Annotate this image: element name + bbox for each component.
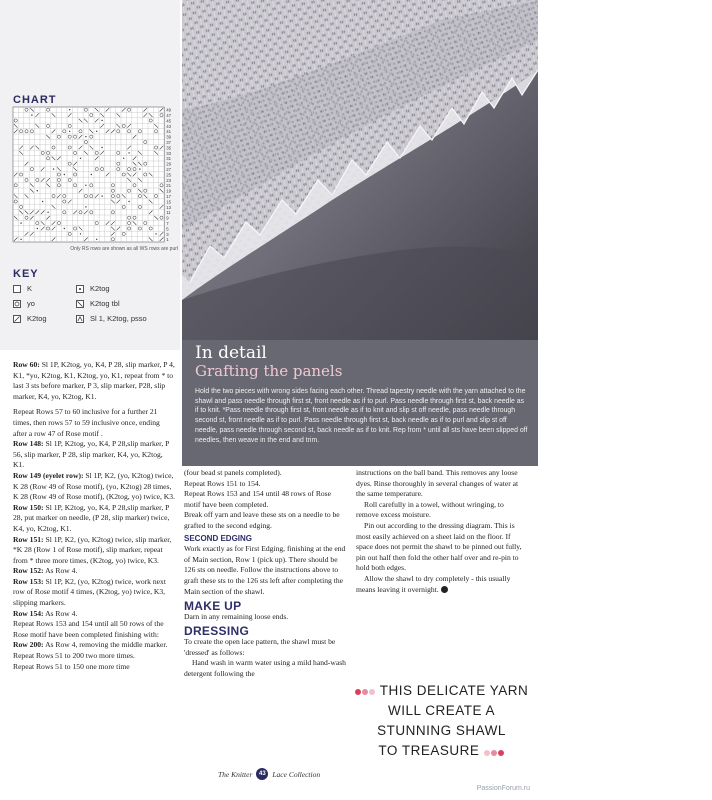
paragraph: Row 200: As Row 4, removing the middle marker. bbox=[13, 640, 168, 650]
dot-symbol bbox=[37, 190, 38, 191]
dot-symbol bbox=[155, 233, 156, 234]
shawl-image bbox=[182, 0, 538, 340]
paragraph: instructions on the ball band. This removes any loose dyes. Rinse thoroughly in several changes of water at the same temperature. bbox=[356, 468, 519, 499]
key-label: yo bbox=[27, 299, 35, 308]
dot-symbol bbox=[69, 109, 70, 110]
dot-symbol bbox=[64, 174, 65, 175]
collection-name: Lace Collection bbox=[272, 769, 321, 779]
text-column-3 bbox=[356, 468, 528, 595]
dot-symbol bbox=[64, 228, 65, 229]
decorative-dots bbox=[484, 742, 505, 762]
dot-symbol bbox=[31, 114, 32, 115]
paragraph: Break off yarn and leave these sts on a needle to be grafted to the second edging. bbox=[184, 510, 340, 530]
chart-row-number: 23 bbox=[166, 177, 171, 183]
paragraph: Row 153: Sl 1P, K2, (yo, K2tog) twice, work next row of Rose motif 4 times, (K2tog, yo) twice, K3, slipping markers. bbox=[13, 576, 166, 608]
text-column-2 bbox=[184, 468, 347, 679]
chart-row-number: 17 bbox=[166, 194, 171, 199]
chart-row-number: 5 bbox=[166, 226, 169, 232]
chart-row-number: 13 bbox=[166, 204, 171, 210]
chart-grid bbox=[13, 107, 164, 242]
paragraph: Row 150: Sl 1P, K2tog, yo, K4, P 28,slip marker, P 28, put marker on needle, (P 28, slip marker) twice, K4, yo, K2tog, K1. bbox=[13, 502, 170, 533]
in-detail-box bbox=[182, 340, 538, 466]
dot-icon bbox=[362, 689, 368, 695]
key-symbol-backslash bbox=[76, 300, 84, 308]
paragraph: Pin out according to the dressing diagram. This is most easily achieved on a sheet laid on the floor. If space does not permit the shawl to be pinned out fully, pin out half then fold the other half over and re-pin to hold both edges. bbox=[356, 520, 522, 573]
key-item-k bbox=[13, 284, 32, 293]
chart-row-number: 47 bbox=[166, 113, 171, 118]
chart-row-labels bbox=[166, 108, 171, 243]
paragraph: Allow the shawl to dry completely - this usually means leaving it overnight. bbox=[356, 573, 511, 594]
text-column-1 bbox=[13, 360, 175, 672]
chart-row-number: 29 bbox=[166, 161, 171, 167]
dot-symbol bbox=[69, 131, 70, 132]
page-number: 43 bbox=[256, 768, 268, 780]
dot-icon bbox=[369, 689, 375, 695]
dot-symbol bbox=[20, 239, 21, 240]
paragraph: Row 148: Sl 1P, K2tog, yo, K4, P 28,slip marker, P 56, slip marker, P 28, slip marker, K4, yo, K2tog, K1. bbox=[13, 439, 170, 470]
chart-row-number: 9 bbox=[166, 215, 169, 221]
key-item-k2tog-dot bbox=[76, 284, 110, 293]
dot-icon bbox=[491, 750, 497, 756]
dot-symbol bbox=[42, 201, 43, 202]
key-symbol-blank bbox=[13, 285, 21, 293]
end-mark-icon bbox=[441, 586, 448, 593]
chart-row-number: 31 bbox=[166, 156, 171, 162]
magazine-name: The Knitter bbox=[218, 769, 253, 779]
dot-symbol bbox=[101, 147, 102, 148]
dot-symbol bbox=[91, 174, 92, 175]
detail-title: In detail bbox=[195, 343, 267, 363]
paragraph: Repeat Rows 153 and 154 until all 50 rows of the Rose motif have been completed finishing with: bbox=[13, 619, 164, 639]
dot-icon bbox=[355, 689, 361, 695]
chart-row-number: 25 bbox=[166, 172, 171, 178]
detail-body: Hold the two pieces with wrong sides facing each other. Thread tapestry needle with the yarn attached to the shawl and pass needle through first st, front needle as if to purl. Pass needle through first st, back needle as if to knit. *Pass needle through first st, front needle as if to knit and slip st off needle, pass needle through second st, front needle as if to purl. Pass needle through first st, back needle as if to purl and slip st off needle, pass needle through second st, back needle as if to knit. Rep from * until all sts have been slipped off needles, then weave in the end and trim. bbox=[195, 388, 528, 444]
dot-symbol bbox=[20, 222, 21, 223]
lace-shawl-photo bbox=[182, 0, 712, 340]
key-item-k2tog-tbl bbox=[76, 299, 120, 308]
key-label: K2tog bbox=[90, 284, 110, 293]
chart-row-number: 11 bbox=[166, 210, 171, 216]
dot-icon bbox=[498, 750, 504, 756]
paragraph: (four bead st panels completed). bbox=[184, 468, 282, 477]
paragraph: Repeat Rows 57 to 60 inclusive for a further 21 times, then rows 57 to 59 inclusive once, ending after a row 47 of Rose motif . bbox=[13, 407, 160, 438]
key-label: K2tog bbox=[27, 314, 47, 323]
paragraph: Row 151: Sl 1P, K2, (yo, K2tog) twice, slip marker, *K 28 (Row 1 of Rose motif), slip marker, repeat from * three more times, (K2tog, yo) twice, K3. bbox=[13, 534, 172, 565]
chart-row-number: 27 bbox=[166, 167, 171, 172]
dot-symbol bbox=[85, 136, 86, 137]
paragraph: Roll carefully in a towel, without wringing, to remove excess moisture. bbox=[356, 499, 504, 520]
dot-symbol bbox=[96, 131, 97, 132]
decorative-dots bbox=[355, 681, 376, 701]
dot-symbol bbox=[80, 233, 81, 234]
chart-row-number: 41 bbox=[166, 129, 171, 135]
chart-row-number: 37 bbox=[166, 140, 171, 145]
chart-panel bbox=[0, 0, 180, 350]
knitting-chart bbox=[13, 107, 181, 245]
key-item-sl1-k2tog-psso bbox=[76, 314, 147, 323]
heading-make-up: MAKE UP bbox=[184, 599, 242, 614]
paragraph: Darn in any remaining loose ends. bbox=[184, 611, 289, 621]
dot-symbol bbox=[139, 168, 140, 169]
chart-row-number: 39 bbox=[166, 134, 171, 140]
key-symbol-caret bbox=[76, 315, 84, 323]
dot-symbol bbox=[85, 185, 86, 186]
chart-row-number: 1 bbox=[166, 237, 169, 243]
dot-symbol bbox=[80, 158, 81, 159]
key-symbol-dot bbox=[76, 285, 84, 293]
paragraph: Repeat Rows 153 and 154 until 48 rows of Rose motif have been completed. bbox=[184, 489, 332, 509]
dot-symbol bbox=[53, 168, 54, 169]
paragraph: Repeat Rows 51 to 150 one more time bbox=[13, 661, 130, 671]
dot-symbol bbox=[96, 239, 97, 240]
pull-quote: THIS DELICATE YARN WILL CREATE A STUNNING SHAWL TO TREASURE bbox=[354, 681, 529, 762]
dot-symbol bbox=[85, 206, 86, 207]
chart-row-number: 15 bbox=[166, 199, 171, 205]
chart-row-number: 3 bbox=[166, 231, 169, 237]
paragraph: Row 152: As Row 4. bbox=[13, 566, 78, 576]
chart-row-number: 33 bbox=[166, 150, 171, 156]
chart-row-number: 49 bbox=[166, 107, 171, 113]
paragraph: To create the open lace pattern, the shawl must be 'dressed' as follows: bbox=[184, 636, 336, 657]
dot-icon bbox=[484, 750, 490, 756]
chart-row-number: 43 bbox=[166, 123, 171, 129]
chart-row-number: 45 bbox=[166, 118, 171, 124]
key-heading: KEY bbox=[13, 268, 39, 280]
key-label: Sl 1, K2tog, psso bbox=[90, 314, 147, 323]
dot-symbol bbox=[128, 201, 129, 202]
chart-row-number: 35 bbox=[166, 145, 171, 151]
chart-row-number: 21 bbox=[166, 183, 171, 189]
paragraph: Row 154: As Row 4. bbox=[13, 608, 78, 618]
detail-subtitle: Grafting the panels bbox=[195, 362, 343, 380]
key-item-k2tog bbox=[13, 314, 47, 323]
heading-second-edging: SECOND EDGING bbox=[184, 533, 253, 543]
dot-symbol bbox=[101, 120, 102, 121]
paragraph: Repeat Rows 151 to 154. bbox=[184, 478, 261, 488]
chart-row-number: 7 bbox=[166, 221, 169, 226]
dot-symbol bbox=[47, 212, 48, 213]
chart-heading: CHART bbox=[13, 94, 57, 106]
key-item-yo bbox=[13, 299, 35, 308]
paragraph: Row 60: Sl 1P, K2tog, yo, K4, P 28, slip marker, P 4, K1, *yo, K2tog, K1, K2tog, yo, K1, repeat from * to last 3 sts before marker, P 3, slip marker, P28, slip marker, K4, yo, K2tog, K1. bbox=[13, 360, 175, 401]
paragraph: Row 149 (eyelet row): Sl 1P, K2, (yo, K2tog) twice, K 28 (Row 49 of Rose motif), (yo, K2tog) 28 times, K 28 (Row 49 of Rose motif), (K2tog, yo) twice, K3. bbox=[13, 470, 175, 502]
paragraph: Work exactly as for First Edging, finishing at the end of Main section, Row 1 (pick up). There should be 126 sts on needle. Follow the instructions above to graft these sts to the 126 sts left after completing the Main section of the shawl. bbox=[184, 544, 346, 596]
key-symbol-yo bbox=[13, 300, 21, 308]
paragraph: Repeat Rows 51 to 200 two more times. bbox=[13, 651, 135, 661]
key-symbol-slash bbox=[13, 315, 21, 323]
paragraph: Hand wash in warm water using a mild hand-wash detergent following the bbox=[184, 658, 346, 678]
page-footer bbox=[218, 768, 320, 780]
dot-symbol bbox=[128, 152, 129, 153]
key-label: K bbox=[27, 284, 33, 293]
dot-symbol bbox=[37, 228, 38, 229]
photo-caption: Vandyke border is worked as a strip before main section stitches are picked up along the length bbox=[655, 269, 712, 314]
chart-row-number: 19 bbox=[166, 188, 171, 194]
watermark: PassionForum.ru bbox=[476, 785, 530, 792]
chart-note: Only RS rows are shown as all WS rows are purl bbox=[70, 246, 178, 252]
dot-symbol bbox=[123, 158, 124, 159]
heading-dressing: DRESSING bbox=[184, 624, 250, 639]
dot-symbol bbox=[101, 195, 102, 196]
key-label: K2tog tbl bbox=[90, 299, 120, 308]
